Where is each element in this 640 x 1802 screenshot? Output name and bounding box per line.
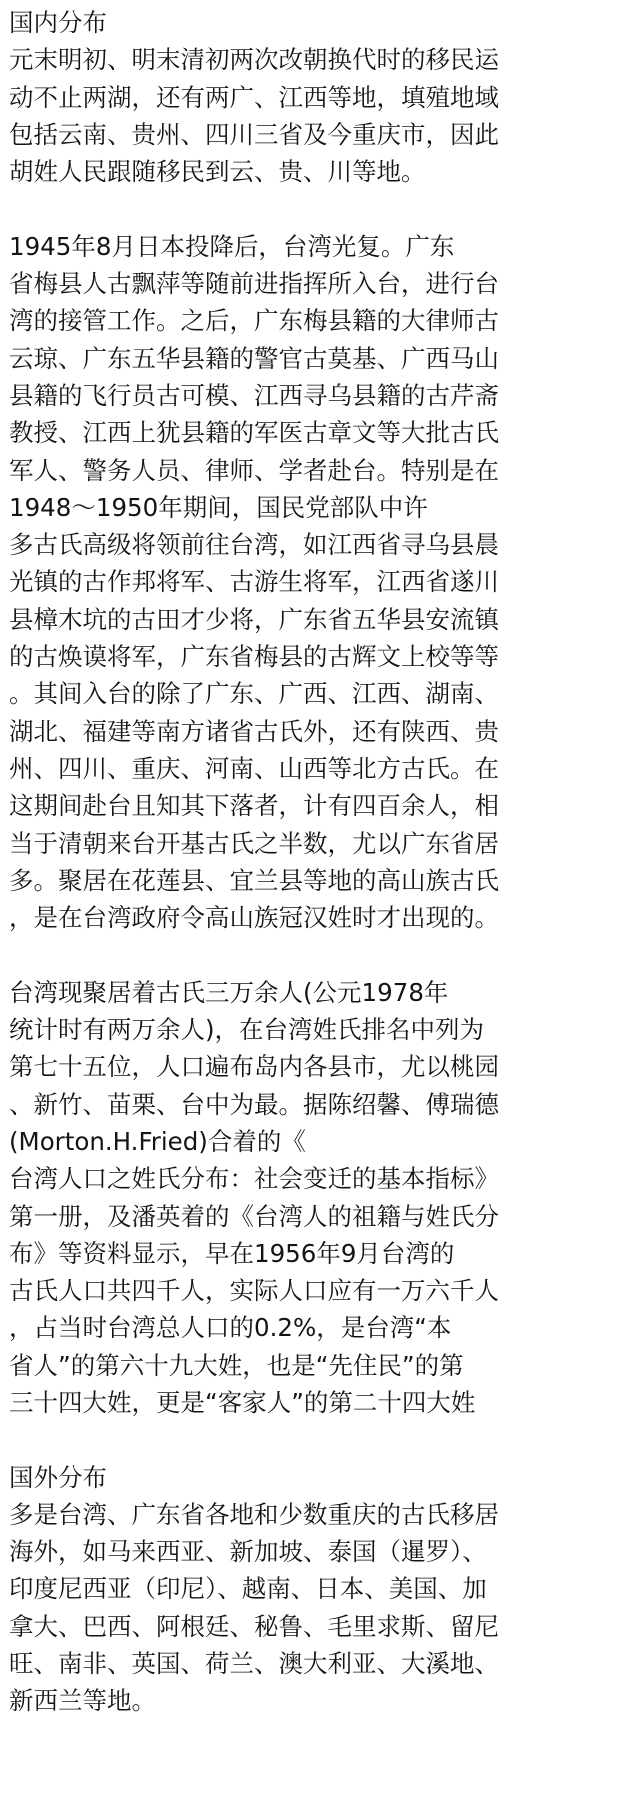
paragraph-line: 动不止两湖，还有两广、江西等地，填殖地域 bbox=[9, 82, 499, 112]
paragraph-line: 多是台湾、广东省各地和少数重庆的古氏移居 bbox=[9, 1499, 499, 1529]
paragraph-line: 多。聚居在花莲县、宜兰县等地的高山族古氏 bbox=[9, 865, 499, 895]
section-heading-overseas: 国外分布 bbox=[9, 1462, 107, 1492]
paragraph-line: 包括云南、贵州、四川三省及今重庆市，因此 bbox=[9, 119, 499, 149]
paragraph-line: 省梅县人古飘萍等随前进指挥所入台，进行台 bbox=[9, 269, 499, 299]
paragraph-line: 当于清朝来台开基古氏之半数，尤以广东省居 bbox=[9, 828, 499, 858]
paragraph-line: 1948～1950年期间，国民党部队中许 bbox=[9, 492, 428, 522]
paragraph-line: 县樟木坑的古田才少将，广东省五华县安流镇 bbox=[9, 604, 499, 634]
paragraph-line: 海外，如马来西亚、新加坡、泰国（暹罗）、 bbox=[9, 1537, 487, 1567]
paragraph-line: ，占当时台湾总人口的0.2%，是台湾“本 bbox=[9, 1313, 452, 1343]
paragraph-line: 省人”的第六十九大姓，也是“先住民”的第 bbox=[9, 1350, 464, 1380]
paragraph-line: 第一册，及潘英着的《台湾人的祖籍与姓氏分 bbox=[9, 1201, 499, 1231]
paragraph-line: 第七十五位，人口遍布岛内各县市，尤以桃园 bbox=[9, 1052, 499, 1082]
paragraph-line: 光镇的古作邦将军、古游生将军，江西省遂川 bbox=[9, 567, 499, 597]
paragraph-line: 军人、警务人员、律师、学者赴台。特别是在 bbox=[9, 455, 499, 485]
paragraph-line: 古氏人口共四千人，实际人口应有一万六千人 bbox=[9, 1276, 499, 1306]
paragraph-line: ，是在台湾政府令高山族冠汉姓时才出现的。 bbox=[9, 903, 499, 933]
paragraph-gap bbox=[9, 190, 635, 227]
paragraph-line: 这期间赴台且知其下落者，计有四百余人，相 bbox=[9, 791, 499, 821]
paragraph-line: 台湾人口之姓氏分布：社会变迁的基本指标》 bbox=[9, 1164, 499, 1194]
paragraph-gap bbox=[9, 936, 635, 973]
paragraph-line: 州、四川、重庆、河南、山西等北方古氏。在 bbox=[9, 753, 499, 783]
paragraph-line: 湖北、福建等南方诸省古氏外，还有陕西、贵 bbox=[9, 716, 499, 746]
paragraph-line: 旺、南非、英国、荷兰、澳大利亚、大溪地、 bbox=[9, 1649, 499, 1679]
paragraph-line: 云琼、广东五华县籍的警官古莫基、广西马山 bbox=[9, 343, 499, 373]
paragraph-line: 湾的接管工作。之后，广东梅县籍的大律师古 bbox=[9, 306, 499, 336]
paragraph-line: 布》等资料显示，早在1956年9月台湾的 bbox=[9, 1238, 455, 1268]
paragraph-line: 、新竹、苗栗、台中为最。据陈绍馨、傅瑞德 bbox=[9, 1089, 499, 1119]
paragraph-line: 多古氏高级将领前往台湾，如江西省寻乌县晨 bbox=[9, 530, 499, 560]
paragraph-line: 三十四大姓，更是“客家人”的第二十四大姓 bbox=[9, 1387, 476, 1417]
paragraph-line: (Morton.H.Fried)合着的《 bbox=[9, 1126, 306, 1156]
paragraph-line: 元末明初、明末清初两次改朝换代时的移民运 bbox=[9, 45, 499, 75]
paragraph-line: 印度尼西亚（印尼）、越南、日本、美国、加 bbox=[9, 1574, 487, 1604]
paragraph-gap bbox=[9, 1421, 635, 1458]
paragraph-line: 台湾现聚居着古氏三万余人(公元1978年 bbox=[9, 977, 449, 1007]
section-heading-domestic: 国内分布 bbox=[9, 8, 107, 37]
paragraph-line: 胡姓人民跟随移民到云、贵、川等地。 bbox=[9, 157, 426, 187]
paragraph-line: 县籍的飞行员古可模、江西寻乌县籍的古芹斋 bbox=[9, 380, 499, 410]
paragraph-line: 新西兰等地。 bbox=[9, 1686, 156, 1716]
paragraph-line: 教授、江西上犹县籍的军医古章文等大批古氏 bbox=[9, 418, 499, 448]
paragraph-line: 拿大、巴西、阿根廷、秘鲁、毛里求斯、留尼 bbox=[9, 1611, 499, 1641]
paragraph-line: 。其间入台的除了广东、广西、江西、湖南、 bbox=[9, 679, 499, 709]
paragraph-line: 1945年8月日本投降后，台湾光复。广东 bbox=[9, 231, 455, 261]
paragraph-line: 统计时有两万余人)，在台湾姓氏排名中列为 bbox=[9, 1015, 485, 1045]
document-page bbox=[9, 4, 635, 1720]
paragraph-line: 的古焕谟将军，广东省梅县的古辉文上校等等 bbox=[9, 642, 499, 672]
